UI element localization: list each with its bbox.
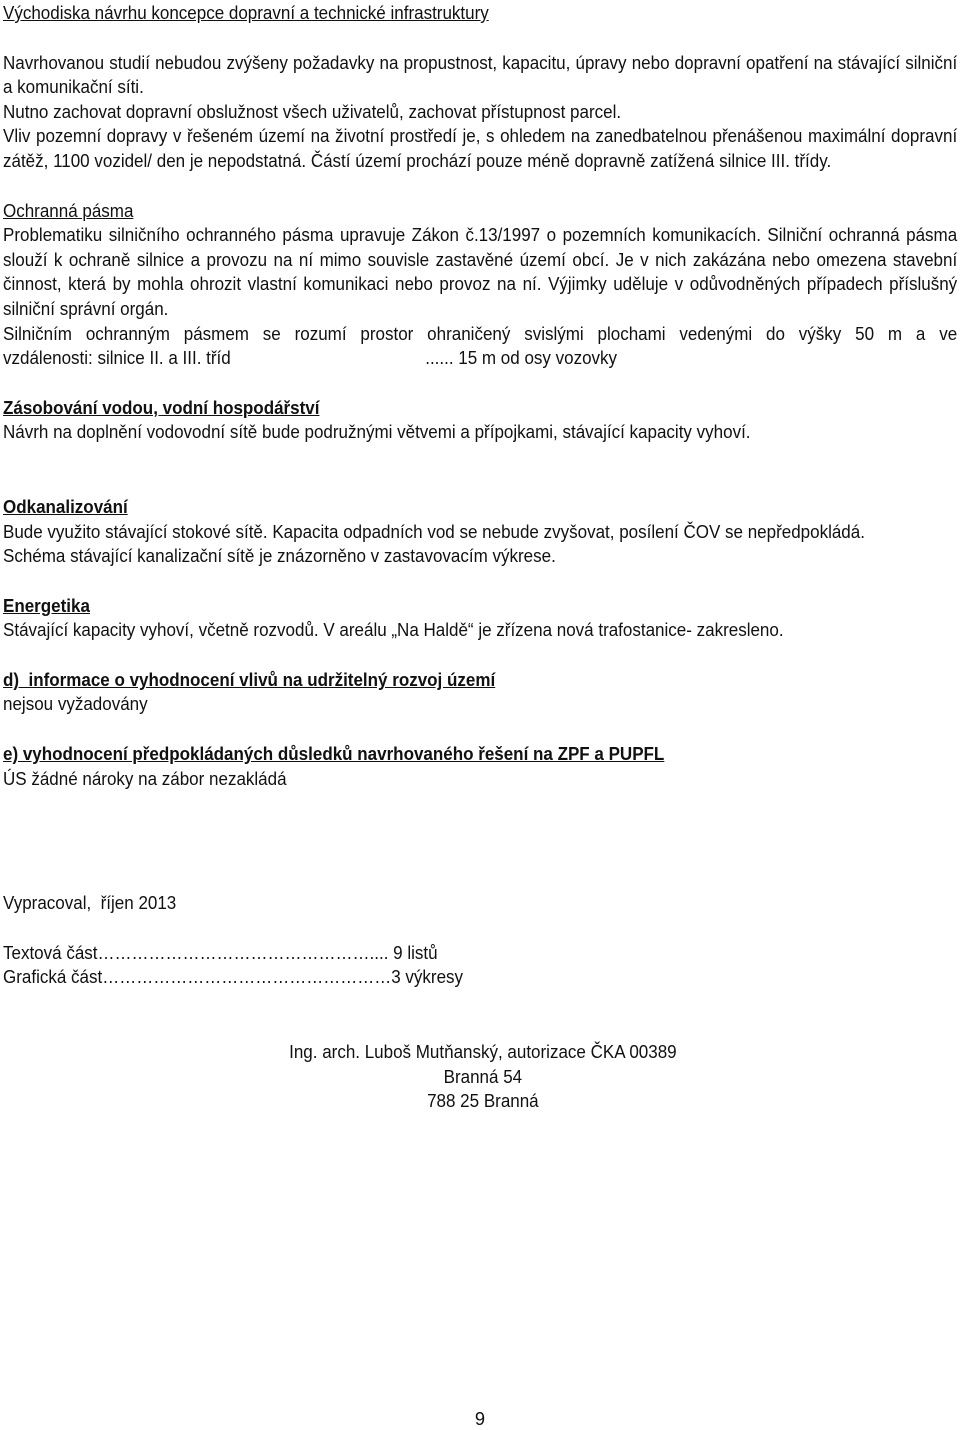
traffic-paragraph-3: Vliv pozemní dopravy v řešeném území na životní prostředí je, s ohledem na zanedbatelnou přenášenou maximální dopravní zátěž, 1100 vozidel/ den je nepodstatná. Částí území prochází pouze méně dopravně zatížená silnice III. třídy.	[3, 125, 958, 171]
contents-graphic-part: Grafická část……………………………………………3 výkresy	[3, 966, 464, 988]
traffic-paragraph-2: Nutno zachovat dopravní obslužnost všech uživatelů, zachovat přístupnost parcel.	[3, 100, 622, 122]
sewer-line-1: Bude využito stávající stokové sítě. Kapacita odpadních vod se nebude zvyšovat, posílení ČOV se nepředpokládá.	[3, 520, 865, 542]
sewer-line-2: Schéma stávající kanalizační sítě je znázorněno v zastavovacím výkrese.	[3, 545, 556, 567]
section-e-heading: e) vyhodnocení předpokládaných důsledků navrhovaného řešení na ZPF a PUPFL	[3, 743, 665, 765]
traffic-paragraph-1: Navrhovanou studií nebudou zvýšeny požadavky na propustnost, kapacitu, úpravy nebo dopravní opatření na stávající silniční a komunikační síti.	[3, 51, 958, 98]
author-block	[3, 1040, 960, 1114]
protection-paragraph-1: Problematiku silničního ochranného pásma upravuje Zákon č.13/1997 o pozemních komunikacích. Silniční ochranná pásma slouží k ochraně silnice a provozu na ní mimo souvisle zastavěné území obcí. Je v nich zakázána nebo omezena stavební činnost, která by mohla ohrozit vlastní komunikaci nebo provoz na ní. Výjimky uděluje v odůvodněných případech příslušný silniční správní orgán.	[3, 224, 958, 319]
water-text: Návrh na doplnění vodovodní sítě bude podružnými větvemi a přípojkami, stávající kapacity vyhoví.	[3, 421, 751, 443]
contents-text-part: Textová část………………………………………….... 9 listů	[3, 941, 438, 963]
section-title: Východiska návrhu koncepce dopravní a technické infrastruktury	[3, 2, 489, 23]
section-d-heading: d) informace o vyhodnocení vlivů na udržitelný rozvoj území	[3, 668, 496, 690]
protection-paragraph-2-line-1: Silničním ochranným pásmem se rozumí prostor ohraničený svislými plochami vedenými do výšky 50 m a ve	[3, 322, 958, 344]
author-street: Branná 54	[443, 1065, 523, 1087]
document-body	[3, 0, 957, 1114]
page-number: 9	[474, 1408, 486, 1429]
distance-label: vzdálenosti: silnice II. a III. tříd	[3, 347, 231, 369]
distance-value: ...... 15 m od osy vozovky	[425, 347, 618, 369]
energy-text: Stávající kapacity vyhoví, včetně rozvodů. V areálu „Na Haldě“ je zřízena nová trafostanice- zakresleno.	[3, 619, 784, 641]
section-e-text: ÚS žádné nároky na zábor nezakládá	[3, 767, 287, 789]
water-heading: Zásobování vodou, vodní hospodářství	[3, 396, 320, 418]
sewer-heading: Odkanalizování	[3, 495, 128, 517]
energy-heading: Energetika	[3, 594, 90, 616]
author-city: 788 25 Branná	[427, 1090, 539, 1112]
author-name: Ing. arch. Luboš Mutňanský, autorizace ČKA 00389	[289, 1041, 677, 1063]
section-d-text: nejsou vyžadovány	[3, 693, 148, 715]
protection-paragraph-2-line-2	[3, 346, 957, 371]
prepared-date: Vypracoval, říjen 2013	[3, 892, 177, 914]
protection-heading: Ochranná pásma	[3, 199, 134, 221]
